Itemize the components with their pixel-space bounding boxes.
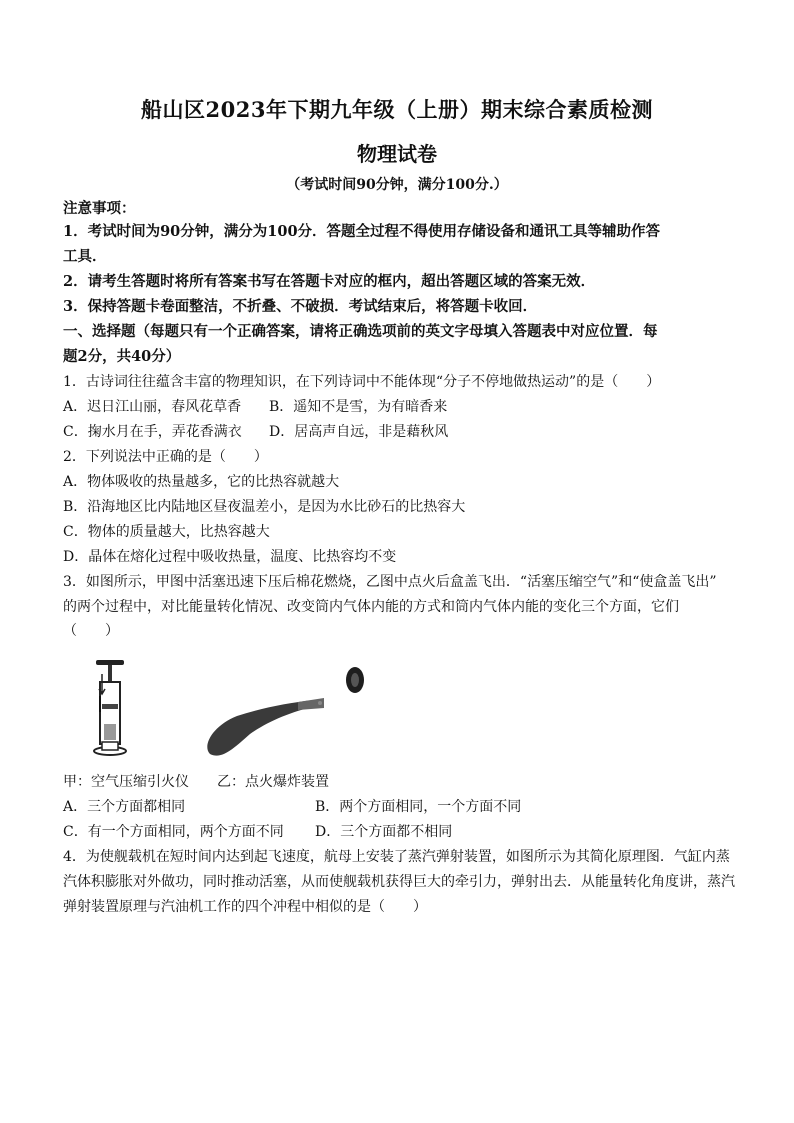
note-item-3: 3．保持答题卡卷面整洁，不折叠、不破损．考试结束后，将答题卡收回．	[63, 298, 538, 315]
exam-subtitle: 物理试卷	[357, 142, 437, 166]
q4-stem-line1: 4．为使舰载机在短时间内达到起飞速度，航母上安装了蒸汽弹射装置，如图所示为其简化原理图．气缸内蒸	[63, 849, 730, 865]
q3-stem-line1: 3．如图所示，甲图中活塞迅速下压后棉花燃烧，乙图中点火后盒盖飞出．“活塞压缩空气”和“使盒盖飞出”	[63, 574, 717, 590]
q3-stem-line2: 的两个过程中，对比能量转化情况、改变筒内气体内能的方式和筒内气体内能的变化三个方面，它们	[63, 599, 679, 615]
note-item-1-cont: 工具．	[63, 248, 107, 265]
q3-stem-line3: （ ）	[63, 623, 119, 639]
note-item-1: 1．考试时间为90分钟，满分为100分．答题全过程不得使用存储设备和通讯工具等辅助作答	[63, 223, 661, 240]
exam-info: （考试时间90分钟，满分100分.）	[286, 177, 508, 193]
q3-figure-caption: 甲：空气压缩引火仪 乙：点火爆炸装置	[63, 774, 329, 790]
q3-figure	[62, 656, 392, 768]
q2-option-a: A．物体吸收的热量越多，它的比热容就越大	[63, 474, 340, 490]
q2-option-b: B．沿海地区比内陆地区昼夜温差小，是因为水比砂石的比热容大	[63, 499, 466, 515]
q2-option-d: D．晶体在熔化过程中吸收热量，温度、比热容均不变	[63, 549, 397, 565]
section-heading-cont: 题2分，共40分）	[63, 348, 181, 365]
q2-stem: 2．下列说法中正确的是（ ）	[63, 449, 268, 465]
q3-option-d: D．三个方面都不相同	[315, 824, 453, 840]
q1-option-a: A．迟日江山丽，春风花草香	[63, 399, 242, 415]
q1-option-c: C．掬水月在手，弄花香满衣	[63, 424, 242, 440]
q4-stem-line3: 弹射装置原理与汽油机工作的四个冲程中相似的是（ ）	[63, 899, 427, 915]
q1-option-b: B．遥知不是雪，为有暗香来	[269, 399, 448, 415]
section-heading: 一、选择题（每题只有一个正确答案，请将正确选项前的英文字母填入答题表中对应位置．每	[63, 323, 658, 340]
q3-option-b: B．两个方面相同，一个方面不同	[315, 799, 522, 815]
notes-heading: 注意事项：	[63, 200, 136, 217]
q1-stem: 1．古诗词往往蕴含丰富的物理知识，在下列诗词中不能体现“分子不停地做热运动”的是（ ）	[63, 374, 661, 390]
note-item-2: 2．请考生答题时将所有答案书写在答题卡对应的框内，超出答题区域的答案无效．	[63, 273, 596, 290]
exam-title: 船山区2023年下期九年级（上册）期末综合素质检测	[141, 97, 653, 122]
q1-option-d: D．居高声自远，非是藉秋风	[269, 424, 449, 440]
air-compression-igniter-icon	[94, 660, 126, 755]
q4-stem-line2: 汽体积膨胀对外做功，同时推动活塞，从而使舰载机获得巨大的牵引力，弹射出去．从能量转化角度讲，蒸汽	[63, 874, 735, 890]
ignition-explosion-device-icon	[207, 667, 364, 756]
q3-option-a: A．三个方面都相同	[63, 799, 186, 815]
q3-option-c: C．有一个方面相同，两个方面不同	[63, 824, 284, 840]
q2-option-c: C．物体的质量越大，比热容越大	[63, 524, 270, 540]
